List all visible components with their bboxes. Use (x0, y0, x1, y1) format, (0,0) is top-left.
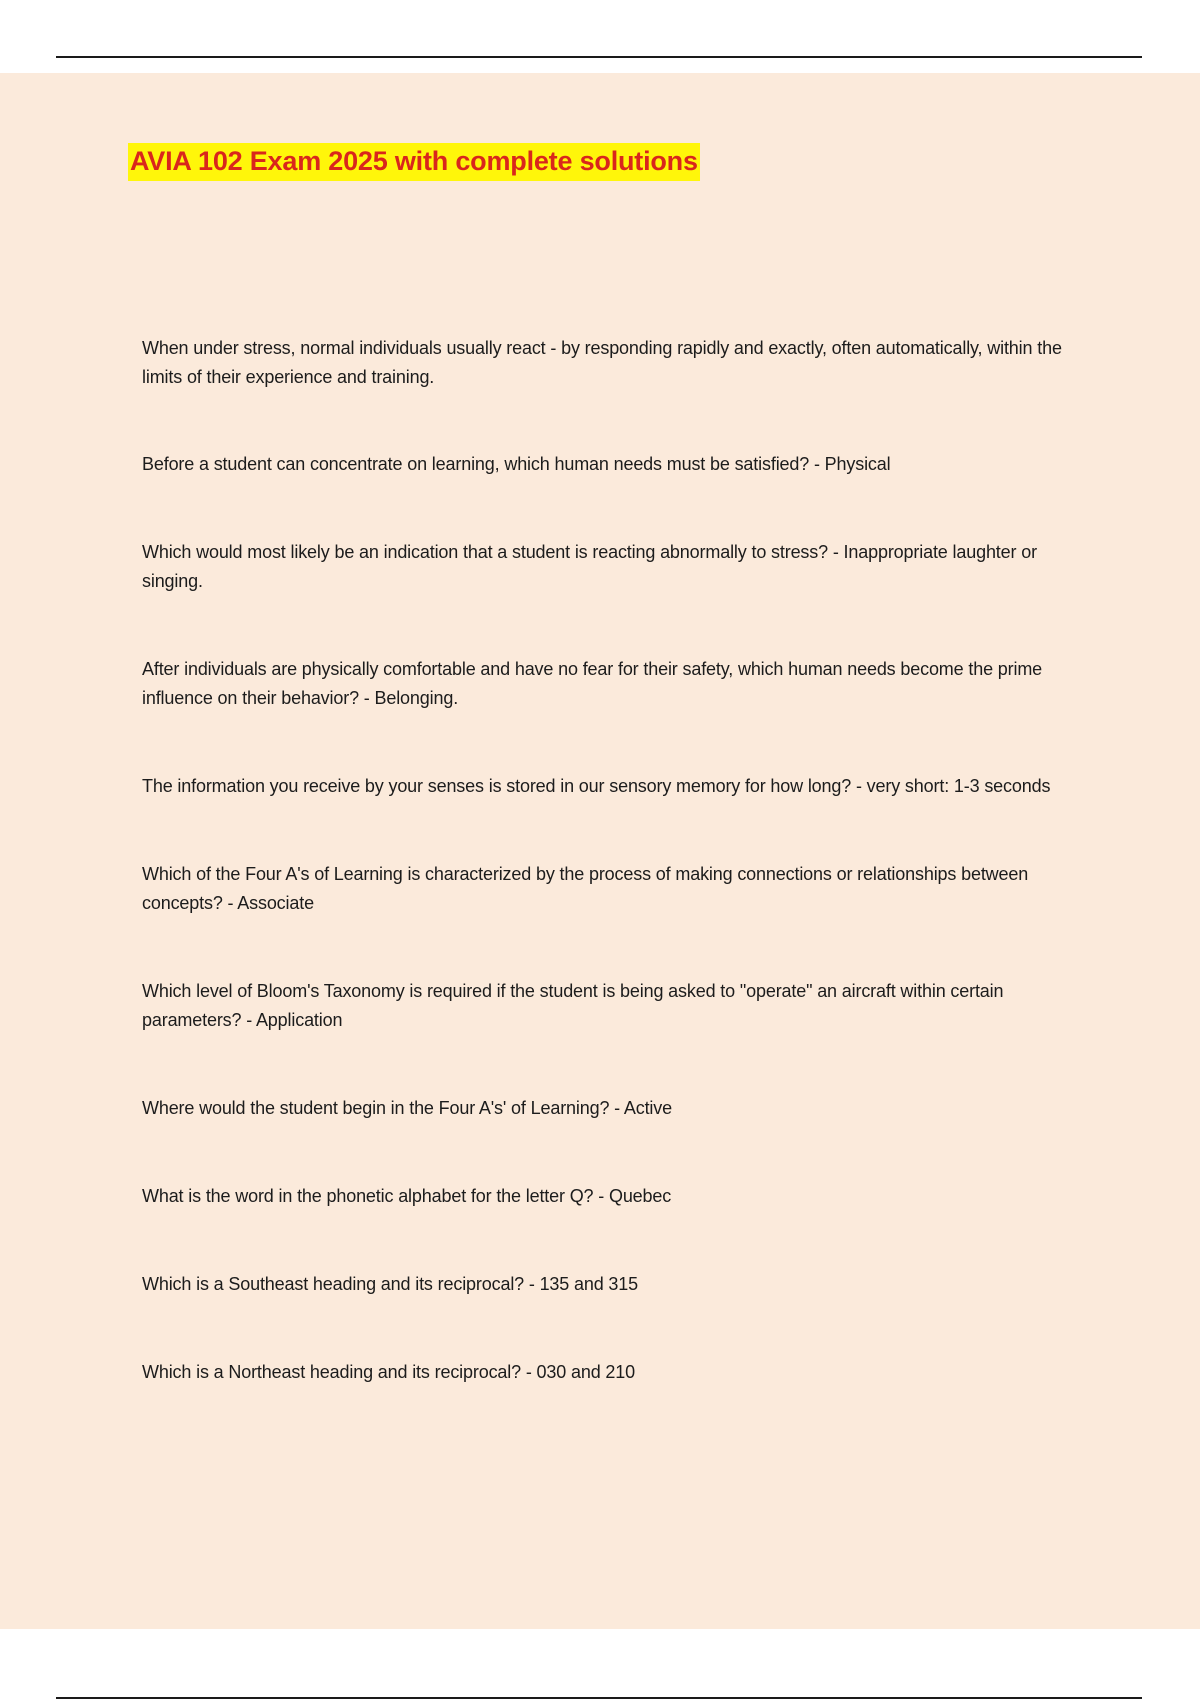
qa-item: Which level of Bloom's Taxonomy is required if the student is being asked to "operate" an aircraft within certain parameters? - Application (142, 981, 1004, 1030)
qa-item: Which is a Southeast heading and its reciprocal? - 135 and 315 (142, 1274, 639, 1294)
qa-item: Which is a Northeast heading and its reciprocal? - 030 and 210 (142, 1362, 635, 1382)
qa-list (142, 260, 1062, 1387)
qa-item: Before a student can concentrate on learning, which human needs must be satisfied? - Physical (142, 454, 891, 474)
qa-item: Where would the student begin in the Four A's' of Learning? - Active (142, 1098, 672, 1118)
document-title: AVIA 102 Exam 2025 with complete solutions (128, 143, 700, 181)
qa-item: The information you receive by your senses is stored in our sensory memory for how long? - very short: 1-3 seconds (142, 776, 1051, 796)
qa-item: What is the word in the phonetic alphabet for the letter Q? - Quebec (142, 1186, 672, 1206)
qa-item: When under stress, normal individuals usually react - by responding rapidly and exactly, often automatically, within the limits of their experience and training. (142, 338, 1062, 387)
qa-item: After individuals are physically comfortable and have no fear for their safety, which human needs become the prime influence on their behavior? - Belonging. (142, 659, 1043, 708)
bottom-rule (56, 1697, 1142, 1699)
qa-item: Which would most likely be an indication that a student is reacting abnormally to stress? - Inappropriate laughter or singing. (142, 542, 1037, 591)
qa-item: Which of the Four A's of Learning is characterized by the process of making connections or relationships between concepts? - Associate (142, 864, 1029, 913)
top-rule (56, 56, 1142, 58)
